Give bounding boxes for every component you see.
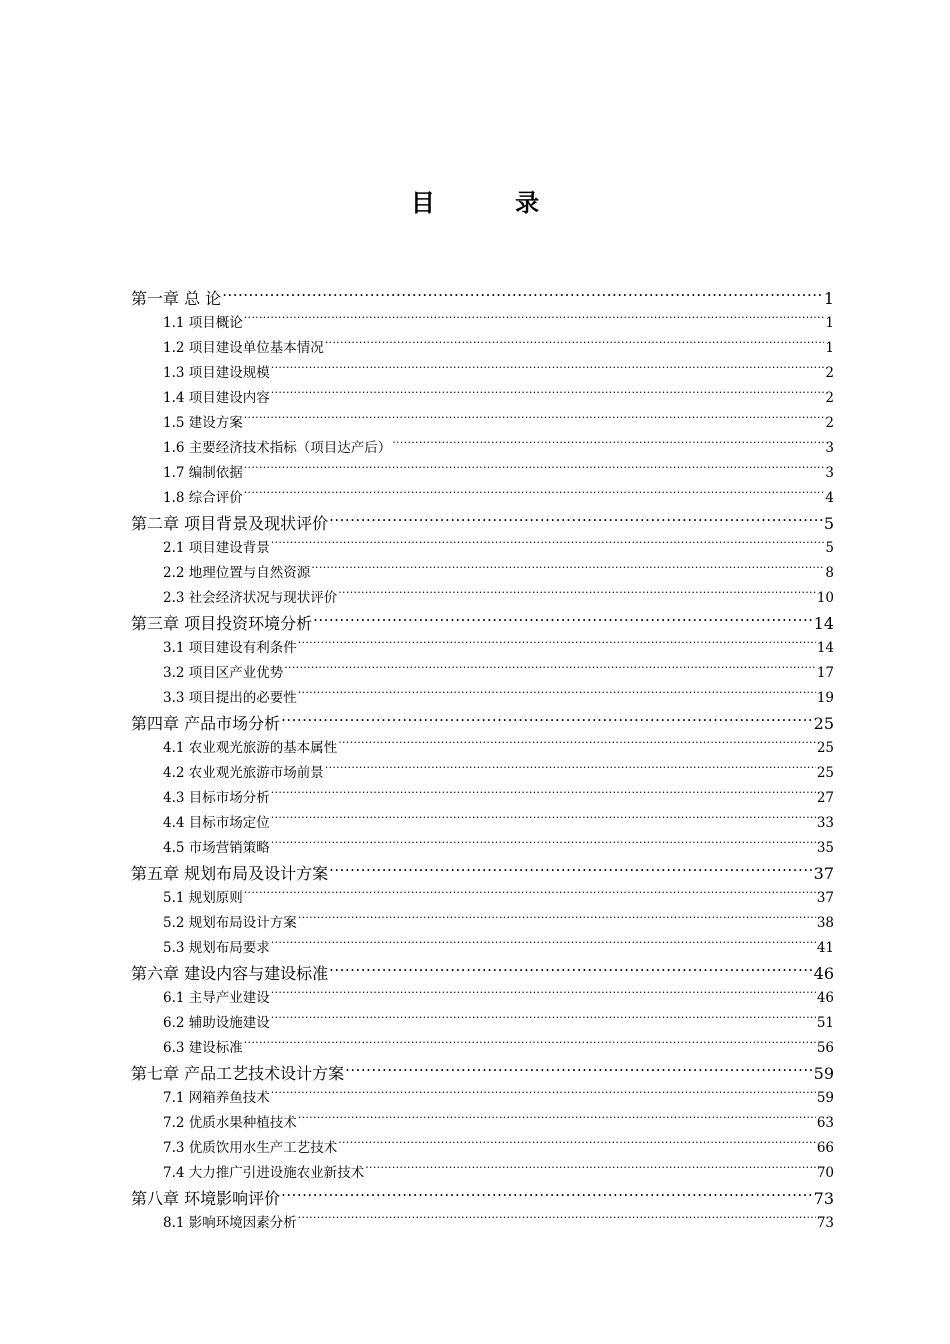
toc-entry-label: 5.1 规划原则	[163, 890, 243, 906]
toc-entry-label: 3.1 项目建设有利条件	[163, 640, 297, 656]
toc-entry-label: 5.2 规划布局设计方案	[163, 915, 297, 931]
toc-section-entry[interactable]	[131, 886, 834, 911]
toc-leader-dots	[338, 739, 816, 753]
toc-leader-dots	[271, 1089, 816, 1103]
toc-entry-label: 8.1 影响环境因素分析	[163, 1215, 297, 1231]
toc-entry-label: 4.2 农业观光旅游市场前景	[163, 765, 324, 781]
toc-page-number: 46	[816, 990, 834, 1006]
toc-section-entry[interactable]	[131, 1161, 834, 1186]
toc-page-number: 25	[816, 765, 834, 781]
toc-chapter-entry[interactable]	[131, 1061, 834, 1086]
toc-entry-label: 第三章 项目投资环境分析	[131, 614, 313, 633]
toc-page-number: 70	[816, 1165, 834, 1181]
toc-entry-label: 第七章 产品工艺技术设计方案	[131, 1064, 345, 1083]
toc-page-number: 14	[816, 640, 834, 656]
toc-leader-dots	[271, 364, 825, 378]
toc-page-number: 1	[825, 315, 834, 331]
toc-leader-dots	[271, 539, 825, 553]
toc-page-number: 8	[825, 565, 834, 581]
toc-entry-label: 2.2 地理位置与自然资源	[163, 565, 311, 581]
toc-section-entry[interactable]	[131, 1036, 834, 1061]
toc-chapter-entry[interactable]	[131, 861, 834, 886]
toc-section-entry[interactable]	[131, 361, 834, 386]
toc-entry-label: 第四章 产品市场分析	[131, 714, 281, 733]
toc-entry-label: 4.4 目标市场定位	[163, 815, 270, 831]
toc-leader-dots	[325, 339, 825, 353]
toc-entry-label: 7.2 优质水果种植技术	[163, 1115, 297, 1131]
toc-page-number: 37	[816, 890, 834, 906]
toc-page-number: 4	[825, 490, 834, 506]
toc-leader-dots	[244, 314, 825, 328]
toc-page-number: 1	[823, 289, 834, 308]
toc-leader-dots	[298, 639, 816, 653]
toc-page-number: 41	[816, 940, 834, 956]
toc-section-entry[interactable]	[131, 911, 834, 936]
toc-section-entry[interactable]	[131, 586, 834, 611]
toc-entry-label: 7.4 大力推广引进设施农业新技术	[163, 1165, 365, 1181]
toc-chapter-entry[interactable]	[131, 1186, 834, 1211]
toc-leader-dots	[392, 439, 824, 453]
toc-leader-dots	[271, 789, 816, 803]
toc-page-number: 3	[825, 465, 834, 481]
toc-entry-label: 3.2 项目区产业优势	[163, 665, 284, 681]
toc-section-entry[interactable]	[131, 411, 834, 436]
toc-section-entry[interactable]	[131, 661, 834, 686]
toc-page-number: 25	[813, 714, 834, 733]
toc-page-number: 2	[825, 390, 834, 406]
toc-leader-dots	[271, 839, 816, 853]
toc-entry-label: 1.5 建设方案	[163, 415, 243, 431]
toc-section-entry[interactable]	[131, 486, 834, 511]
toc-entry-label: 1.7 编制依据	[163, 465, 243, 481]
toc-leader-dots	[298, 689, 816, 703]
toc-chapter-entry[interactable]	[131, 286, 834, 311]
toc-entry-label: 第五章 规划布局及设计方案	[131, 864, 329, 883]
toc-entry-label: 6.1 主导产业建设	[163, 990, 270, 1006]
toc-leader-dots	[298, 1114, 816, 1128]
toc-page-number: 5	[825, 540, 834, 556]
toc-entry-label: 6.3 建设标准	[163, 1040, 243, 1056]
toc-page-number: 33	[816, 815, 834, 831]
toc-leader-dots	[244, 1039, 816, 1053]
toc-section-entry[interactable]	[131, 761, 834, 786]
toc-leader-dots	[244, 414, 825, 428]
toc-chapter-entry[interactable]	[131, 961, 834, 986]
toc-entry-label: 5.3 规划布局要求	[163, 940, 270, 956]
toc-section-entry[interactable]	[131, 636, 834, 661]
toc-leader-dots	[271, 389, 825, 403]
toc-entry-label: 7.3 优质饮用水生产工艺技术	[163, 1140, 338, 1156]
toc-section-entry[interactable]	[131, 936, 834, 961]
toc-entry-label: 2.3 社会经济状况与现状评价	[163, 590, 338, 606]
toc-entry-label: 第一章 总 论	[131, 289, 222, 308]
toc-leader-dots	[281, 713, 813, 729]
toc-leader-dots	[271, 989, 816, 1003]
toc-entry-label: 第六章 建设内容与建设标准	[131, 964, 329, 983]
toc-section-entry[interactable]	[131, 436, 834, 461]
toc-leader-dots	[329, 963, 813, 979]
table-of-contents	[131, 286, 834, 1236]
toc-leader-dots	[222, 288, 823, 304]
toc-section-entry[interactable]	[131, 536, 834, 561]
toc-chapter-entry[interactable]	[131, 611, 834, 636]
toc-title: 目 录	[410, 189, 576, 217]
toc-section-entry[interactable]	[131, 736, 834, 761]
toc-leader-dots	[325, 764, 816, 778]
toc-leader-dots	[329, 863, 813, 879]
toc-entry-label: 1.3 项目建设规模	[163, 365, 270, 381]
toc-section-entry[interactable]	[131, 1136, 834, 1161]
toc-entry-label: 第二章 项目背景及现状评价	[131, 514, 329, 533]
toc-section-entry[interactable]	[131, 986, 834, 1011]
toc-leader-dots	[281, 1188, 813, 1204]
toc-chapter-entry[interactable]	[131, 511, 834, 536]
toc-page-number: 3	[825, 440, 834, 456]
toc-page-number: 17	[816, 665, 834, 681]
toc-leader-dots	[298, 1214, 816, 1228]
toc-leader-dots	[329, 513, 823, 529]
toc-page-number: 73	[816, 1215, 834, 1231]
toc-section-entry[interactable]	[131, 1011, 834, 1036]
toc-leader-dots	[345, 1063, 813, 1079]
toc-leader-dots	[338, 589, 816, 603]
toc-section-entry[interactable]	[131, 336, 834, 361]
toc-leader-dots	[338, 1139, 816, 1153]
toc-page-number: 66	[816, 1140, 834, 1156]
toc-page-number: 1	[825, 340, 834, 356]
toc-leader-dots	[271, 1014, 816, 1028]
toc-page-number: 35	[816, 840, 834, 856]
toc-page-number: 46	[813, 964, 834, 983]
toc-section-entry[interactable]	[131, 1211, 834, 1236]
toc-section-entry[interactable]	[131, 461, 834, 486]
toc-entry-label: 3.3 项目提出的必要性	[163, 690, 297, 706]
toc-page-number: 73	[813, 1189, 834, 1208]
toc-leader-dots	[244, 464, 825, 478]
toc-page-number: 19	[816, 690, 834, 706]
toc-leader-dots	[313, 613, 813, 629]
toc-page-number: 38	[816, 915, 834, 931]
toc-entry-label: 7.1 网箱养鱼技术	[163, 1090, 270, 1106]
toc-entry-label: 第八章 环境影响评价	[131, 1189, 281, 1208]
toc-entry-label: 1.4 项目建设内容	[163, 390, 270, 406]
toc-page-number: 59	[813, 1064, 834, 1083]
toc-entry-label: 1.1 项目概论	[163, 315, 243, 331]
toc-page-number: 14	[813, 614, 834, 633]
toc-page-number: 56	[816, 1040, 834, 1056]
toc-page-number: 2	[825, 415, 834, 431]
toc-leader-dots	[284, 664, 816, 678]
toc-leader-dots	[271, 939, 816, 953]
toc-leader-dots	[244, 489, 825, 503]
toc-page-number: 2	[825, 365, 834, 381]
toc-page-number: 59	[816, 1090, 834, 1106]
toc-section-entry[interactable]	[131, 786, 834, 811]
toc-entry-label: 6.2 辅助设施建设	[163, 1015, 270, 1031]
toc-leader-dots	[244, 889, 816, 903]
toc-section-entry[interactable]	[131, 561, 834, 586]
toc-section-entry[interactable]	[131, 1086, 834, 1111]
toc-section-entry[interactable]	[131, 836, 834, 861]
toc-page-number: 37	[813, 864, 834, 883]
toc-page-number: 51	[816, 1015, 834, 1031]
toc-entry-label: 4.3 目标市场分析	[163, 790, 270, 806]
toc-leader-dots	[365, 1164, 816, 1178]
toc-section-entry[interactable]	[131, 1111, 834, 1136]
toc-entry-label: 1.2 项目建设单位基本情况	[163, 340, 324, 356]
toc-leader-dots	[271, 814, 816, 828]
toc-leader-dots	[298, 914, 816, 928]
toc-entry-label: 4.1 农业观光旅游的基本属性	[163, 740, 338, 756]
toc-entry-label: 4.5 市场营销策略	[163, 840, 270, 856]
toc-chapter-entry[interactable]	[131, 711, 834, 736]
toc-page-number: 27	[816, 790, 834, 806]
toc-page-number: 10	[816, 590, 834, 606]
toc-entry-label: 2.1 项目建设背景	[163, 540, 270, 556]
toc-entry-label: 1.6 主要经济技术指标（项目达产后）	[163, 440, 392, 456]
toc-page-number: 5	[823, 514, 834, 533]
toc-leader-dots	[311, 564, 824, 578]
toc-page-number: 63	[816, 1115, 834, 1131]
toc-page-number: 25	[816, 740, 834, 756]
toc-section-entry[interactable]	[131, 811, 834, 836]
toc-section-entry[interactable]	[131, 386, 834, 411]
toc-section-entry[interactable]	[131, 311, 834, 336]
toc-section-entry[interactable]	[131, 686, 834, 711]
toc-entry-label: 1.8 综合评价	[163, 490, 243, 506]
